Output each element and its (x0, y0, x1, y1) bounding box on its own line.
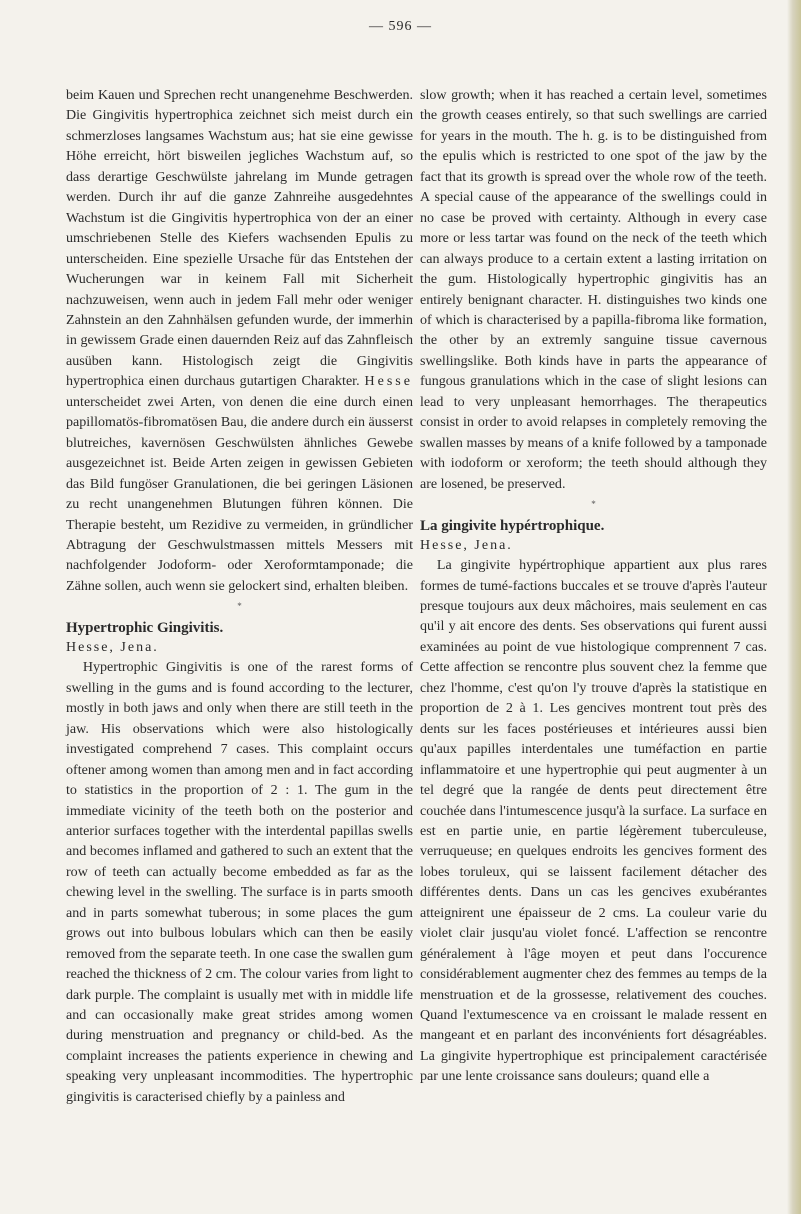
english-paragraph: Hypertrophic Gingivitis is one of the rarest forms of swelling in the gums and is found according to the lecturer, mostly in both jaws and only when there are still teeth in the jaw. His observations which were also histologically investigated comprehend 7 cases. This complaint occurs oftener among women than among men and in fact according to statistics in the proportion of 2 : 1. The gum in the immediate vicinity of the teeth both on the posterior and anterior surfaces together with the interdental papillas swells and becomes inflamed and gathered to such an extent that the row of teeth can actually become embedded as far as the chewing level in the swelling. The surface is in parts smooth and in parts somewhat tuberous; in some places the gum grows out into bulbous lobulars which can then be easily removed from the separate teeth. In one case the swallen gum reached the thickness of 2 cm. The colour varies from light to dark purple. The complaint is usually met with in middle life and can occasionally make great strides among women during menstruation and pregnancy or child-bed. As the complaint increases the patients experience in chewing and speaking very unpleasant incommodities. The hypertrophic gingivitis is caracterised chiefly by a painless and (66, 659, 413, 1105)
page-number: — 596 — (369, 19, 432, 34)
section-separator-mark: * (237, 601, 242, 612)
french-author: Hesse, Jena. (420, 538, 513, 554)
french-paragraph: La gingivite hypértrophique appartient aux plus rares formes de tumé-factions buccales et se trouve d'après l'auteur presque toujours aux deux mâchoires, mais seulement en cas qu'il y ait encore des dents. Ses observations qui furent aussi examinées au point de vue histologique comprennent 7 cas. Cette affection se rencontre plus souvent chez la femme que chez l'homme, c'est qu'on l'y trouve d'après la statistique en proportion de 2 à 1. Les gencives montrent tout près des dents sur les faces postérieuses et intérieures aussi bien qu'aux papilles interdentales une tuméfaction en partie inflammatoire et une hypertrophie qui peut augmenter à un tel degré que la rangée de dents peut directement être couchée dans l'intumescence jusqu'à la surface. La surface en est en partie unie, en partie légèrement tuberculeuse, verruqueuse; en quelques endroits les gencives forment des lobes toruleux, qui se laissent facilement détacher des différentes dents. Dans un cas les gencives exubérantes atteignirent une épaisseur de 2 cms. La couleur varie du violet clair jusqu'au violet foncé. L'affection se rencontre généralement à l'âge moyen et peut dans l'occurence considérablement augmenter chez des femmes au temps de la menstruation et de la grossesse, relativement des couches. Quand l'extumescence va en croissant le malade ressent en mangeant et en parlant des inconvénients fort désagréables. La gingivite hypertrophique est principalement caractérisée par une lente croissance sans douleurs; quand elle a (420, 557, 767, 1085)
english-author: Hesse, Jena. (66, 640, 159, 656)
left-column (66, 85, 413, 1107)
page-edge-shadow (787, 0, 801, 1214)
german-author-name: Hesse (364, 373, 413, 390)
german-text: beim Kauen und Sprechen recht unangenehme Beschwerden. Die Gingivitis hypertrophica zeichnet sich meist durch ein schmerzloses langsames Wachstum aus; hat sie eine gewisse Höhe erreicht, hört bisweilen jegliches Wachstum auf, so dass derartige Geschwülste jahrelang im Munde getragen werden. Durch ihr auf die ganze Zahnreihe ausgedehntes Wachstum ist die Gingivitis hypertrophica von der an einer umschriebenen Stelle des Kiefers wachsenden Epulis zu unterscheiden. Eine spezielle Ursache für das Entstehen der Wucherungen war in keinem Fall mit Sicherheit nachzuweisen, wenn auch in jedem Fall mehr oder weniger Zahnstein an den Zahnhälsen gefunden wurde, der immerhin in gewissem Grade einen dauernden Reiz auf das Zahnfleisch ausüben kann. Histologisch zeigt die Gingivitis hypertrophica einen durchaus gutartigen Charakter. (66, 87, 413, 390)
english-heading: Hypertrophic Gingivitis. (66, 620, 224, 637)
english-paragraph-continued: slow growth; when it has reached a certain level, sometimes the growth ceases entirely, so that such swellings are carried for years in the mouth. The h. g. is to be distinguished from the epulis which is restricted to one spot of the jaw by the fact that its growth is spread over the whole row of the teeth. A special cause of the appearance of the swellings could in no case be proved with certainty. Although in every case more or less tartar was found on the neck of the teeth which can always produce to a certain extent a lasting irritation on the gum. Histologically hypertrophic gingivitis has an entirely benignant character. H. distinguishes two kinds one of which is characterised by a papilla-fibroma like formation, the other by an extremly sanguine tissue cavernous swellingslike. Both kinds have in parts the appearance of fungous granulations which in the case of slight lesions can lead to very unpleasant hemorrhages. The therapeutics consist in order to avoid relapses in completely removing the swallen masses by means of a knife followed by a tamponade with iodoform or xeroform; the teeth should although they are losened, be preserved. (420, 87, 767, 492)
section-separator-mark: * (591, 499, 596, 510)
german-text-continued: unterscheidet zwei Arten, von denen die eine durch einen papillomatös-fibromatösen Bau, die andere durch ein äusserst blutreiches, kavernösen Geschwülsten ähnliches Gewebe ausgezeichnet ist. Beide Arten zeigen in gewissen Gebieten das Bild fungöser Granulationen, die bei geringen Läsionen zu recht unangenehmen Blutungen führen können. Die Therapie besteht, um Rezidive zu vermeiden, in gründlicher Abtragung der Geschwulstmassen mittels Messers mit nachfolgender Jodoform- oder Xeroformtamponade; die Zähne sollen, auch wenn sie gelockert sind, erhalten bleiben. (66, 393, 413, 594)
french-heading: La gingivite hypértrophique. (420, 518, 605, 535)
german-paragraph (66, 85, 413, 596)
right-column (420, 85, 767, 1087)
